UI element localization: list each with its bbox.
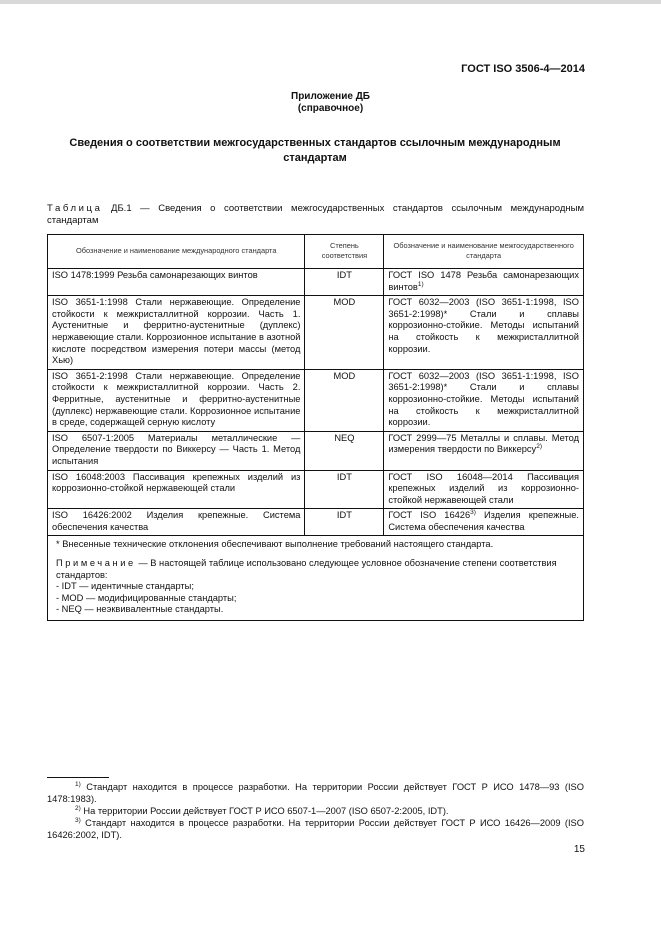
cell-interstate [384,431,584,470]
interstate-text-tail: Изделия крепежные. Система обеспечения качества [388,510,579,532]
note-item: - NEQ — неэквивалентные стандарты. [56,604,224,615]
interstate-text: ГОСТ 6032—2003 (ISO 3651-1:1998, ISO 3651-2:1998)* Стали и сплавы коррозионно-стойкие. Методы испытаний на стойкость к межкристаллитной коррозии. [388,370,579,428]
header-interstate: Обозначение и наименование межгосударственного стандарта [384,235,584,269]
cell-international: ISO 16426:2002 Изделия крепежные. Система обеспечения качества [48,509,305,536]
footnotes [47,781,584,841]
appendix-heading [0,91,661,115]
cell-degree: MOD [305,369,384,431]
page-top-edge [0,0,661,4]
cell-international: ISO 6507-1:2005 Материалы металлические — Определение твердости по Виккерсу — Часть 1. Метод испытания [48,431,305,470]
footnote-text: На территории России действует ГОСТ Р ИСО 6507-1—2007 (ISO 6507-2:2005, IDT). [80,806,449,816]
note-item: - IDT — идентичные стандарты; [56,581,194,592]
appendix-title: Приложение ДБ [291,91,370,102]
note-text: — В настоящей таблице использовано следующее условное обозначение степени соответствия стандартов: [56,558,557,580]
table-caption-prefix: Таблица [47,203,103,214]
footnote-marker: 1) [75,781,81,788]
interstate-text: ГОСТ ISO 16426 [388,510,471,521]
asterisk-note: * Внесенные технические отклонения обеспечивают выполнение требований настоящего стандарта. [56,539,494,550]
cell-international: ISO 1478:1999 Резьба самонарезающих винтов [48,269,305,296]
cell-interstate [384,470,584,509]
cell-degree: NEQ [305,431,384,470]
table-note [56,558,575,581]
footnote-separator [47,777,109,778]
table-row [48,509,584,536]
cell-interstate [384,369,584,431]
page-number: 15 [573,844,585,855]
cell-international: ISO 16048:2003 Пассивация крепежных изделий из коррозионно-стойкой нержавеющей стали [48,470,305,509]
header-degree: Степень соответствия [305,235,384,269]
cell-degree: IDT [305,509,384,536]
footnote [47,817,584,841]
cell-interstate [384,296,584,370]
footnote-marker: 2) [75,805,81,812]
header-international: Обозначение и наименование международного стандарта [48,235,305,269]
page-title: Сведения о соответствии межгосударственных стандартов ссылочным международным стандартам [69,137,561,164]
cell-degree: IDT [305,269,384,296]
table-row [48,369,584,431]
footnote-text: Стандарт находится в процессе разработки. На территории России действует ГОСТ Р ИСО 16426—2009 (ISO 16426:2002, IDT). [47,818,584,840]
cell-interstate [384,269,584,296]
interstate-text: ГОСТ 2999—75 Металлы и сплавы. Метод измерения твердости по Виккерсу [388,432,579,455]
cell-degree: IDT [305,470,384,509]
cell-international: ISO 3651-1:1998 Стали нержавеющие. Определение стойкости к межкристаллитной коррозии. Часть 1. Аустенитные и ферритно-аустенитные (дуплекс) нержавеющие стали. Коррозионное испытание в азотной кислоте посредством измерения потери массы (метод Хью) [48,296,305,370]
standards-table [47,234,584,621]
cell-international: ISO 3651-2:1998 Стали нержавеющие. Определение стойкости к межкристаллитной коррозии. Часть 2. Ферритные, аустенитные и ферритно-аустенитные (дуплекс) нержавеющие стали. Коррозионное испытание в среде, содержащей серную кислоту [48,369,305,431]
footnote-ref: 2) [536,443,542,451]
note-label: Примечание [56,558,136,569]
cell-degree: MOD [305,296,384,370]
interstate-text: ГОСТ ISO 16048—2014 Пассивация крепежных изделий из коррозионно-стойкой нержавеющей стали [388,471,579,505]
note-item: - MOD — модифицированные стандарты; [56,592,237,603]
interstate-text: ГОСТ ISO 1478 Резьба самонарезающих винтов [388,270,579,292]
footnote [47,781,584,805]
table-notes-row [48,536,584,621]
cell-interstate [384,509,584,536]
table-row [48,431,584,470]
interstate-text: ГОСТ 6032—2003 (ISO 3651-1:1998, ISO 3651-2:1998)* Стали и сплавы коррозионно-стойкие. Методы испытаний на стойкость к межкристаллитной коррозии. [388,297,579,354]
table-header-row [48,235,584,269]
table-notes [48,536,584,621]
document-number: ГОСТ ISO 3506-4—2014 [461,63,585,75]
footnote-marker: 3) [75,817,81,824]
footnote-ref: 3) [470,509,476,517]
table-caption-text: ДБ.1 — Сведения о соответствии межгосударственных стандартов ссылочным международным стандартам [47,203,584,226]
table-row [48,296,584,370]
table-caption [47,203,584,227]
table-row [48,269,584,296]
footnote-ref: 1) [417,280,424,288]
appendix-subtitle: (справочное) [297,103,364,114]
footnote [47,805,584,817]
footnote-text: Стандарт находится в процессе разработки. На территории России действует ГОСТ Р ИСО 1478—93 (ISO 1478:1983). [47,782,584,804]
table-row [48,470,584,509]
